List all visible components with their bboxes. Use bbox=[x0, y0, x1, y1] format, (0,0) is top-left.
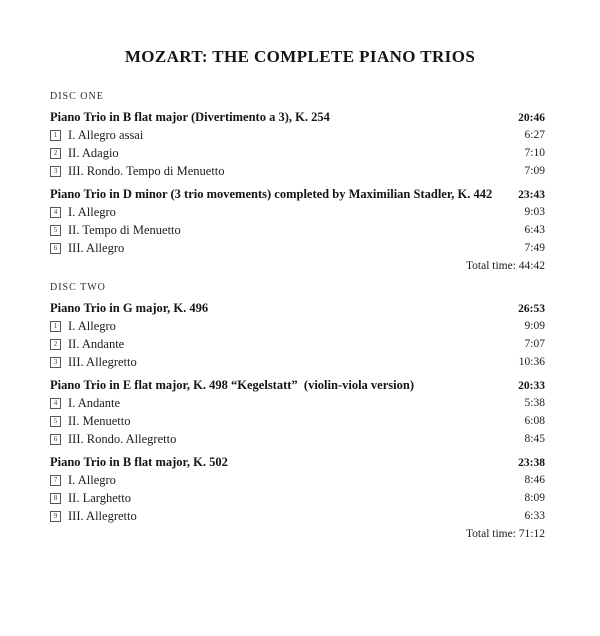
track-number: 6 bbox=[53, 243, 58, 252]
work-duration: 20:46 bbox=[518, 112, 545, 124]
track-row bbox=[50, 317, 545, 335]
track-title: I. Allegro bbox=[68, 472, 116, 487]
track-duration: 8:09 bbox=[524, 492, 545, 504]
disc-total-time: Total time: 71:12 bbox=[465, 528, 545, 540]
track-number: 4 bbox=[53, 207, 58, 216]
track-duration: 9:03 bbox=[524, 206, 545, 218]
track-number: 5 bbox=[53, 416, 58, 425]
track-row bbox=[50, 144, 545, 162]
disc-label: DISC TWO bbox=[50, 282, 106, 293]
track-number-box bbox=[50, 148, 61, 159]
track-title: II. Adagio bbox=[68, 145, 119, 160]
track-number-box bbox=[50, 243, 61, 254]
track-row bbox=[50, 335, 545, 353]
track-number-box bbox=[50, 398, 61, 409]
work-title: Piano Trio in G major, K. 496 bbox=[50, 301, 209, 315]
track-number-box bbox=[50, 475, 61, 486]
track-number-box bbox=[50, 207, 61, 218]
track-title: II. Larghetto bbox=[68, 490, 131, 505]
track-title: I. Andante bbox=[68, 395, 121, 410]
track-number: 7 bbox=[53, 475, 58, 484]
track-number: 3 bbox=[53, 357, 58, 366]
track-duration: 8:45 bbox=[524, 433, 545, 445]
track-number-box bbox=[50, 416, 61, 427]
track-number-box bbox=[50, 339, 61, 350]
work-title: Piano Trio in B flat major (Divertimento a 3), K. 254 bbox=[50, 110, 330, 124]
track-row bbox=[50, 489, 545, 507]
track-row bbox=[50, 221, 545, 239]
page-title: MOZART: THE COMPLETE PIANO TRIOS bbox=[124, 47, 476, 66]
track-title: II. Tempo di Menuetto bbox=[68, 222, 181, 237]
track-duration: 6:08 bbox=[524, 415, 545, 427]
work-header bbox=[50, 108, 545, 126]
work-duration: 23:38 bbox=[518, 457, 545, 469]
track-title: I. Allegro bbox=[68, 318, 116, 333]
track-number: 1 bbox=[53, 130, 58, 139]
work-title: Piano Trio in E flat major, K. 498 “Kegelstatt” (violin-viola version) bbox=[50, 378, 414, 392]
work-header bbox=[50, 185, 545, 203]
track-number: 2 bbox=[53, 148, 58, 157]
track-title: III. Allegretto bbox=[68, 508, 137, 523]
track-title: I. Allegro bbox=[68, 204, 116, 219]
track-duration: 8:46 bbox=[524, 474, 545, 486]
track-title: III. Rondo. Tempo di Menuetto bbox=[68, 163, 225, 178]
track-number: 2 bbox=[53, 339, 58, 348]
disc-total-time: Total time: 44:42 bbox=[465, 260, 545, 272]
disc-section bbox=[50, 90, 545, 275]
track-number: 6 bbox=[53, 434, 58, 443]
disc-section bbox=[50, 281, 545, 543]
track-number-box bbox=[50, 511, 61, 522]
work-duration: 26:53 bbox=[518, 303, 545, 315]
work-title: Piano Trio in B flat major, K. 502 bbox=[50, 455, 228, 469]
track-number: 4 bbox=[53, 398, 58, 407]
track-number-box bbox=[50, 493, 61, 504]
track-number: 3 bbox=[53, 166, 58, 175]
work-header bbox=[50, 299, 545, 317]
disc-total-row bbox=[50, 257, 545, 275]
track-number: 1 bbox=[53, 321, 58, 330]
track-title: I. Allegro assai bbox=[68, 127, 144, 142]
track-number-box bbox=[50, 321, 61, 332]
track-number-box bbox=[50, 225, 61, 236]
work-duration: 20:33 bbox=[518, 380, 545, 392]
track-number-box bbox=[50, 166, 61, 177]
track-title: II. Andante bbox=[68, 336, 125, 351]
work-header bbox=[50, 453, 545, 471]
track-row bbox=[50, 203, 545, 221]
track-duration: 6:27 bbox=[524, 129, 545, 141]
work-duration: 23:43 bbox=[518, 189, 545, 201]
track-duration: 7:09 bbox=[524, 165, 545, 177]
track-duration: 6:43 bbox=[524, 224, 545, 236]
booklet-page bbox=[0, 46, 600, 543]
work-title: Piano Trio in D minor (3 trio movements) completed by Maximilian Stadler, K. 442 bbox=[50, 187, 493, 201]
track-duration: 7:07 bbox=[524, 338, 545, 350]
track-duration: 7:49 bbox=[524, 242, 545, 254]
track-listing bbox=[50, 90, 545, 543]
track-title: III. Allegro bbox=[68, 240, 125, 255]
track-title: III. Allegretto bbox=[68, 354, 137, 369]
track-number-box bbox=[50, 357, 61, 368]
track-row bbox=[50, 126, 545, 144]
track-title: II. Menuetto bbox=[68, 413, 131, 428]
track-row bbox=[50, 353, 545, 371]
track-number-box bbox=[50, 130, 61, 141]
track-row bbox=[50, 394, 545, 412]
track-row bbox=[50, 471, 545, 489]
track-row bbox=[50, 239, 545, 257]
track-row bbox=[50, 412, 545, 430]
track-number-box bbox=[50, 434, 61, 445]
track-number: 9 bbox=[53, 511, 58, 520]
track-row bbox=[50, 162, 545, 180]
track-duration: 5:38 bbox=[524, 397, 545, 409]
disc-total-row bbox=[50, 525, 545, 543]
work-header bbox=[50, 376, 545, 394]
track-number: 5 bbox=[53, 225, 58, 234]
track-row bbox=[50, 507, 545, 525]
track-row bbox=[50, 430, 545, 448]
track-duration: 7:10 bbox=[524, 147, 545, 159]
track-number: 8 bbox=[53, 493, 58, 502]
track-duration: 10:36 bbox=[518, 356, 545, 368]
disc-label: DISC ONE bbox=[50, 91, 104, 102]
track-duration: 6:33 bbox=[524, 510, 545, 522]
track-duration: 9:09 bbox=[524, 320, 545, 332]
track-title: III. Rondo. Allegretto bbox=[68, 431, 177, 446]
